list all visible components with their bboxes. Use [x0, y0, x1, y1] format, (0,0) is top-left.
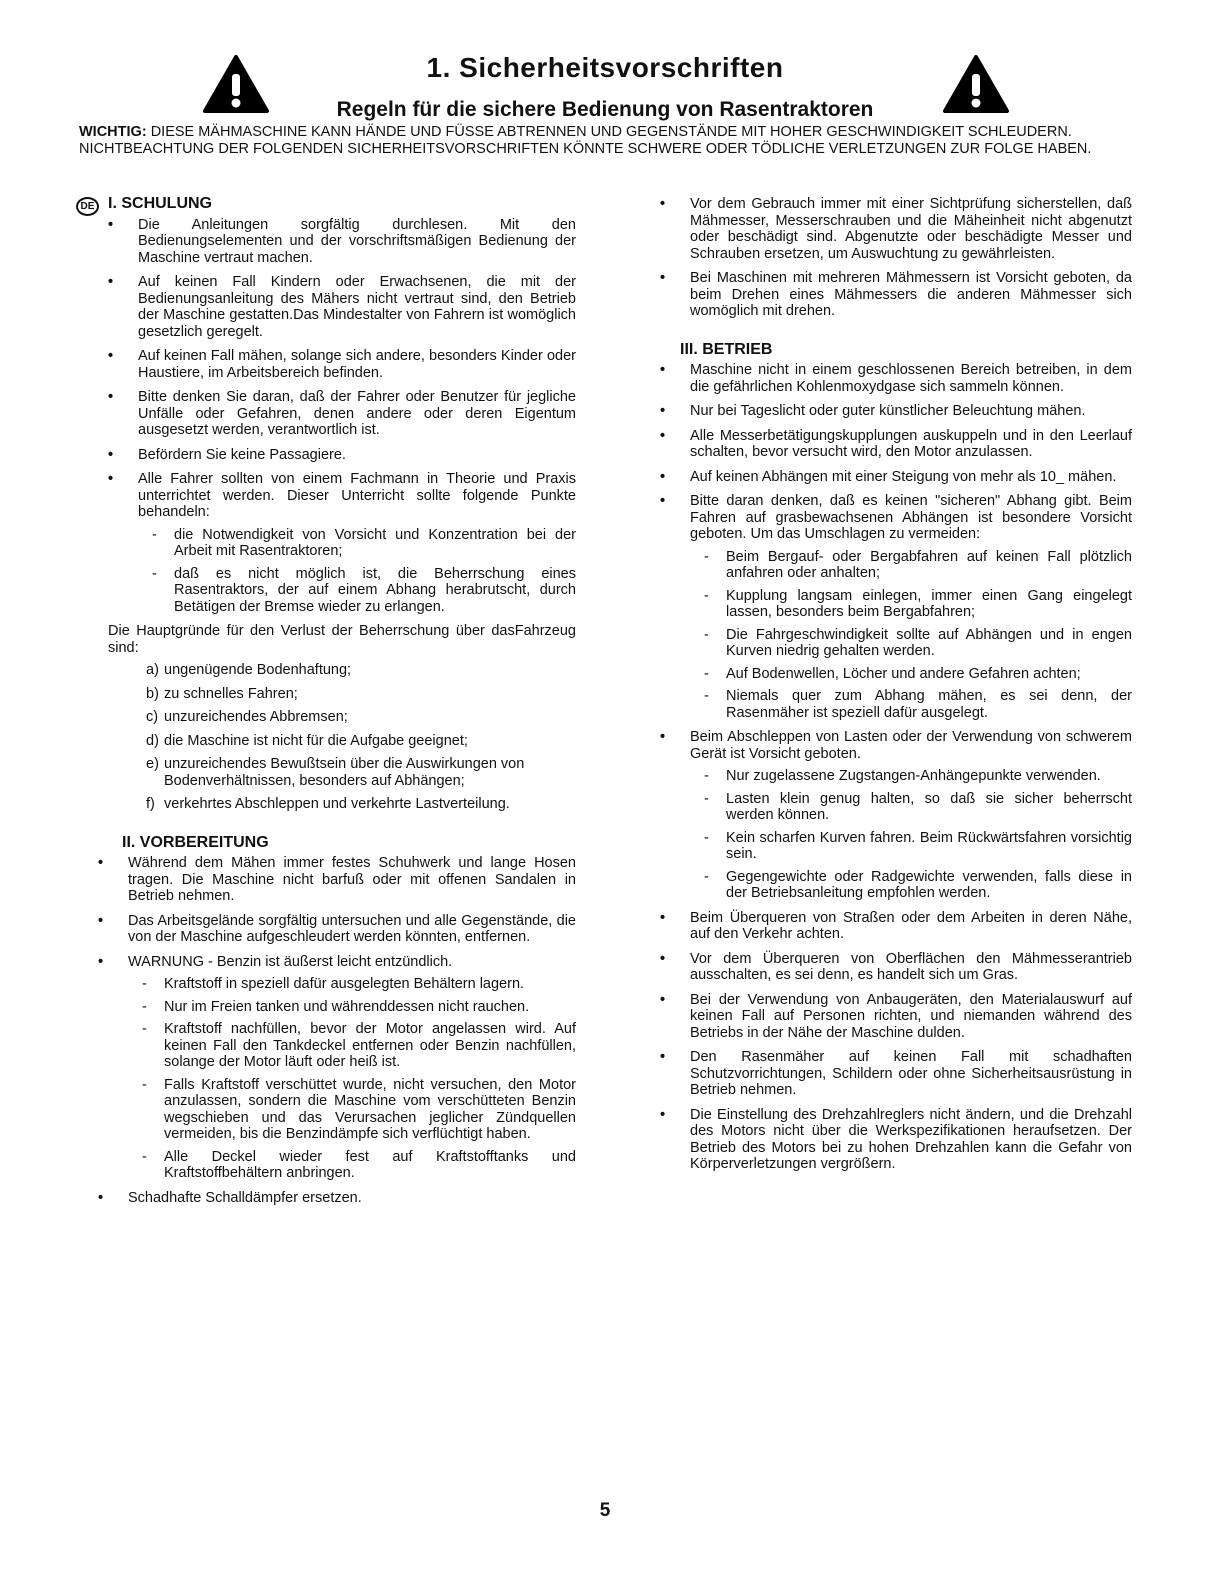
sub-list-item: - Falls Kraftstoff verschüttet wurde, nicht versuchen, den Motor anzulassen, sondern die Maschine vom verschütteten Benzin wegschieben und das Verursachen jeglicher Zündquellen vermeiden, bis die Benzindämpfe sich verflüchtigt haben. [136, 1077, 576, 1143]
list-item: • Befördern Sie keine Passagiere. [108, 447, 576, 464]
reason-item [146, 733, 576, 750]
reason-letter: b) [146, 685, 159, 702]
page-number: 5 [599, 1500, 611, 1521]
sub-list-item: - daß es nicht möglich ist, die Beherrschung eines Rasentraktors, der auf einem Abhang herabrutscht, durch Betätigen der Bremse wieder zu erlangen. [146, 566, 576, 616]
section-heading-betrieb: III. BETRIEB [680, 340, 773, 358]
reason-letter: d) [146, 732, 159, 749]
reason-text: zu schnelles Fahren; [164, 685, 298, 702]
reason-letter: f) [146, 796, 155, 812]
important-warning [79, 124, 1137, 157]
list-item: • Vor dem Gebrauch immer mit einer Sichtprüfung sicherstellen, daß Mähmesser, Messerschrauben und die Mäheinheit nicht abgenutzt oder beschädigt sind. Abgenutzte oder beschädigte Messer und Schrauben ersetzen, um Auswuchtung zu gewährleisten. [660, 196, 1132, 262]
section-heading-text: I. SCHULUNG [108, 195, 212, 212]
sub-list-item: - Kraftstoff in speziell dafür ausgelegten Behältern lagern. [136, 976, 576, 993]
reason-item [146, 662, 576, 679]
sub-list-item: - Beim Bergauf- oder Bergabfahren auf keinen Fall plötzlich anfahren oder anhalten; [698, 549, 1132, 582]
sub-list-item: - Kupplung langsam einlegen, immer einen Gang eingelegt lassen, besonders beim Bergabfahren; [698, 588, 1132, 621]
list-item [108, 471, 576, 615]
schulung-list [108, 217, 576, 616]
list-item [660, 729, 1132, 902]
list-item: • Nur bei Tageslicht oder guter künstlicher Beleuchtung mähen. [660, 403, 1132, 420]
page-title: 1. Sicherheitsvorschriften [426, 52, 784, 83]
right-column [660, 196, 1132, 1181]
reason-item [146, 709, 576, 726]
sub-list-item: - Kraftstoff nachfüllen, bevor der Motor angelassen wird. Auf keinen Fall den Tankdeckel entfernen oder Benzin nachfüllen, solange der Motor läuft oder heiß ist. [136, 1021, 576, 1071]
sub-list-item: - Niemals quer zum Abhang mähen, es sei denn, der Rasenmäher ist speziell dafür ausgelegt. [698, 688, 1132, 721]
betrieb-list [660, 362, 1132, 1173]
list-item: • Die Einstellung des Drehzahlreglers nicht ändern, und die Drehzahl des Motors nicht über die Werkspezifikationen heraufsetzen. Der Betrieb des Motors bei zu hohen Drehzahlen kann die Gefahr von Körperverletzungen vergrößern. [660, 1107, 1132, 1173]
list-item: • Bei der Verwendung von Anbaugeräten, den Materialauswurf auf keinen Fall auf Personen richten, und niemanden während des Betriebs in der Nähe der Maschine dulden. [660, 992, 1132, 1042]
reason-text: ungenügende Bodenhaftung; [164, 662, 352, 678]
sub-list [138, 527, 576, 616]
sub-list-item: - Nur zugelassene Zugstangen-Anhängepunkte verwenden. [698, 768, 1132, 785]
language-badge-icon: DE [76, 197, 99, 216]
list-item [98, 954, 576, 1182]
reason-text: unzureichendes Abbremsen; [164, 709, 348, 725]
reason-item [146, 796, 576, 813]
warning-text: DIESE MÄHMASCHINE KANN HÄNDE UND FÜSSE ABTRENNEN UND GEGENSTÄNDE MIT HOHER GESCHWINDIGKEIT SCHLEUDERN. NICHTBEACHTUNG DER FOLGENDEN SICHERHEITSVORSCHRIFTEN KÖNNTE SCHWERE ODER TÖDLICHE VERLETZUNGEN ZUR FOLGE HABEN. [79, 124, 1092, 157]
sub-list [690, 549, 1132, 722]
list-item: • Beim Überqueren von Straßen oder dem Arbeiten in deren Nähe, auf den Verkehr achten. [660, 910, 1132, 943]
list-item: • Auf keinen Fall Kindern oder Erwachsenen, die mit der Bedienungsanleitung des Mähers nicht vertraut sind, den Betrieb der Maschine gestatten.Das Mindestalter von Fahrern ist womöglich gesetzlich geregelt. [108, 274, 576, 340]
left-column [80, 195, 576, 1214]
reasons-list [108, 662, 576, 813]
list-item: • Das Arbeitsgelände sorgfältig untersuchen und alle Gegenstände, die von der Maschine aufgeschleudert werden könnten, entfernen. [98, 913, 576, 946]
sub-list [128, 976, 576, 1182]
reason-letter: c) [146, 709, 159, 725]
vorbereitung-continued-list [660, 196, 1132, 320]
sub-list-item: - Kein scharfen Kurven fahren. Beim Rückwärtsfahren vorsichtig sein. [698, 830, 1132, 863]
list-item: • Die Anleitungen sorgfältig durchlesen. Mit den Bedienungselementen und der vorschriftsmäßigen Bedienung der Maschine vertraut machen. [108, 217, 576, 267]
reason-item [146, 686, 576, 703]
list-item: • Bei Maschinen mit mehreren Mähmessern ist Vorsicht geboten, da beim Drehen eines Mähmessers die anderen Mähmesser sich womöglich mit drehen. [660, 270, 1132, 320]
list-item: • Auf keinen Abhängen mit einer Steigung von mehr als 10_ mähen. [660, 469, 1132, 486]
sub-list-item: - die Notwendigkeit von Vorsicht und Konzentration bei der Arbeit mit Rasentraktoren; [146, 527, 576, 560]
list-item: • Vor dem Überqueren von Oberflächen den Mähmesserantrieb ausschalten, es sei denn, es handelt sich um Gras. [660, 951, 1132, 984]
list-item [660, 493, 1132, 721]
sub-list-item: - Auf Bodenwellen, Löcher und andere Gefahren achten; [698, 666, 1132, 683]
sub-list-item: - Lasten klein genug halten, so daß sie sicher beherrscht werden können. [698, 791, 1132, 824]
list-item-text: Bitte daran denken, daß es keinen "sicheren" Abhang gibt. Beim Fahren auf grasbewachsenen Abhängen ist besondere Vorsicht geboten. Um das Umschlagen zu vermeiden: [690, 493, 1132, 542]
section-heading-schulung [80, 195, 576, 213]
reason-item [146, 756, 576, 789]
list-item-text: WARNUNG - Benzin ist äußerst leicht entzündlich. [128, 953, 453, 970]
list-item: • Alle Messerbetätigungskupplungen auskuppeln und in den Leerlauf schalten, bevor versucht wird, den Motor anzulassen. [660, 428, 1132, 461]
list-item: • Maschine nicht in einem geschlossenen Bereich betreiben, in dem die gefährlichen Kohlenmoxydgase sich sammeln können. [660, 362, 1132, 395]
reason-text: verkehrtes Abschleppen und verkehrte Lastverteilung. [164, 796, 510, 812]
reason-text: die Maschine ist nicht für die Aufgabe geeignet; [164, 732, 468, 749]
sub-list-item: - Alle Deckel wieder fest auf Kraftstofftanks und Kraftstoffbehältern anbringen. [136, 1149, 576, 1182]
page-subtitle: Regeln für die sichere Bedienung von Rasentraktoren [336, 98, 874, 121]
paragraph-loss-of-control: Die Hauptgründe für den Verlust der Beherrschung über dasFahrzeug sind: [108, 623, 576, 656]
list-item: • Bitte denken Sie daran, daß der Fahrer oder Benutzer für jegliche Unfälle oder Gefahren, denen andere oder deren Eigentum ausgesetzt werden, verantwortlich ist. [108, 389, 576, 439]
list-item: • Auf keinen Fall mähen, solange sich andere, besonders Kinder oder Haustiere, im Arbeitsbereich befinden. [108, 348, 576, 381]
list-item: • Schadhafte Schalldämpfer ersetzen. [98, 1190, 576, 1207]
sub-list [690, 768, 1132, 902]
sub-list-item: - Die Fahrgeschwindigkeit sollte auf Abhängen und in engen Kurven niedrig gehalten werden. [698, 627, 1132, 660]
list-item-text: Alle Fahrer sollten von einem Fachmann in Theorie und Praxis unterrichtet werden. Dieser Unterricht sollte folgende Punkte behandeln: [138, 471, 576, 520]
vorbereitung-list [98, 855, 576, 1206]
list-item: • Den Rasenmäher auf keinen Fall mit schadhaften Schutzvorrichtungen, Schildern oder ohne Sicherheitsausrüstung in Betrieb nehmen. [660, 1049, 1132, 1099]
sub-list-item: - Nur im Freien tanken und währenddessen nicht rauchen. [136, 999, 576, 1016]
warning-label: WICHTIG: [79, 124, 147, 140]
reason-letter: e) [146, 756, 159, 772]
section-heading-vorbereitung: II. VORBEREITUNG [122, 833, 269, 851]
list-item: • Während dem Mähen immer festes Schuhwerk und lange Hosen tragen. Die Maschine nicht barfuß oder mit offenen Sandalen in Betrieb nehmen. [98, 855, 576, 905]
list-item-text: Beim Abschleppen von Lasten oder der Verwendung von schwerem Gerät ist Vorsicht geboten. [690, 729, 1132, 762]
sub-list-item: - Gegengewichte oder Radgewichte verwenden, falls diese in der Betriebsanleitung empfohlen werden. [698, 869, 1132, 902]
reason-letter: a) [146, 662, 159, 678]
reason-text: unzureichendes Bewußtsein über die Auswirkungen von Bodenverhältnissen, besonders auf Abhängen; [164, 756, 525, 789]
